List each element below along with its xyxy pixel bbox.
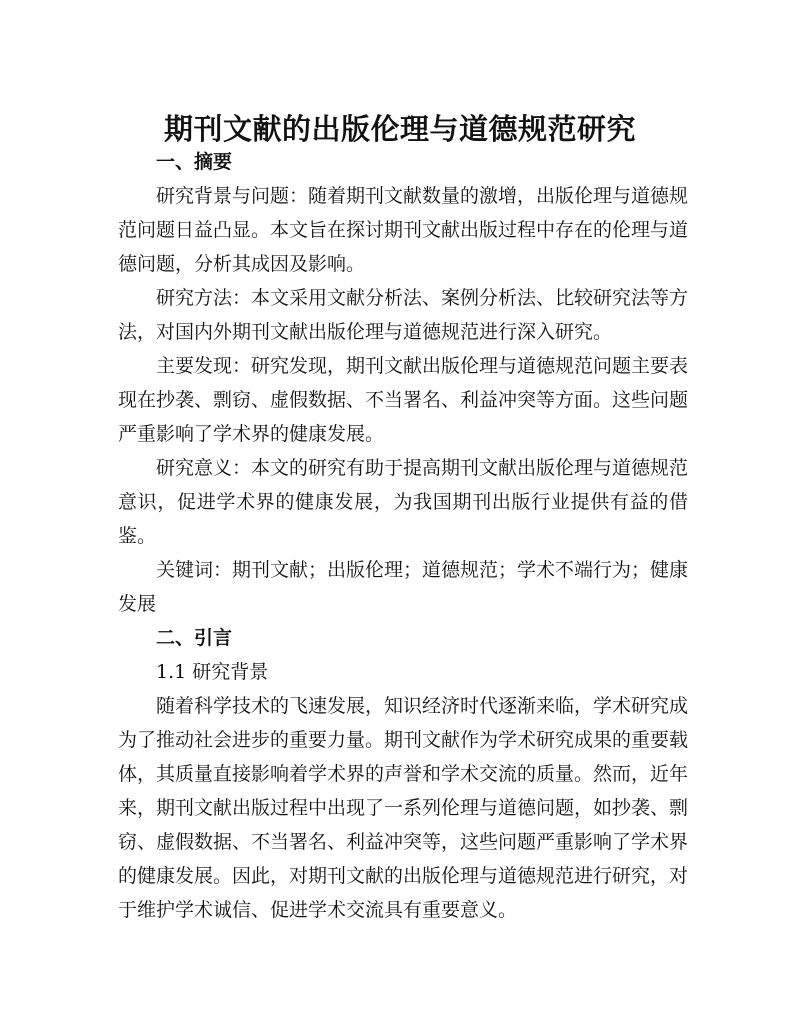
document-body bbox=[118, 145, 688, 927]
abstract-background-paragraph: 研究背景与问题：随着期刊文献数量的激增，出版伦理与道德规范问题日益凸显。本文旨在探讨期刊文献出版过程中存在的伦理与道德问题，分析其成因及影响。 bbox=[118, 185, 689, 275]
abstract-method-paragraph: 研究方法：本文采用文献分析法、案例分析法、比较研究法等方法，对国内外期刊文献出版伦理与道德规范进行深入研究。 bbox=[118, 287, 689, 343]
keywords-paragraph: 关键词：期刊文献；出版伦理；道德规范；学术不端行为；健康发展 bbox=[118, 559, 689, 615]
subsection-heading-background: 1.1 研究背景 bbox=[156, 661, 269, 683]
introduction-background-paragraph: 随着科学技术的飞速发展，知识经济时代逐渐来临，学术研究成为了推动社会进步的重要力量。期刊文献作为学术研究成果的重要载体，其质量直接影响着学术界的声誉和学术交流的质量。然而，近年来，期刊文献出版过程中出现了一系列伦理与道德问题，如抄袭、剽窃、虚假数据、不当署名、利益冲突等，这些问题严重影响了学术界的健康发展。因此，对期刊文献的出版伦理与道德规范进行研究，对于维护学术诚信、促进学术交流具有重要意义。 bbox=[118, 695, 689, 921]
section-heading-introduction: 二、引言 bbox=[156, 627, 233, 649]
abstract-findings-paragraph: 主要发现：研究发现，期刊文献出版伦理与道德规范问题主要表现在抄袭、剽窃、虚假数据、不当署名、利益冲突等方面。这些问题严重影响了学术界的健康发展。 bbox=[118, 355, 689, 445]
document-title: 期刊文献的出版伦理与道德规范研究 bbox=[163, 112, 636, 147]
abstract-significance-paragraph: 研究意义：本文的研究有助于提高期刊文献出版伦理与道德规范意识，促进学术界的健康发展，为我国期刊出版行业提供有益的借鉴。 bbox=[118, 457, 689, 547]
section-heading-abstract: 一、摘要 bbox=[156, 151, 233, 173]
